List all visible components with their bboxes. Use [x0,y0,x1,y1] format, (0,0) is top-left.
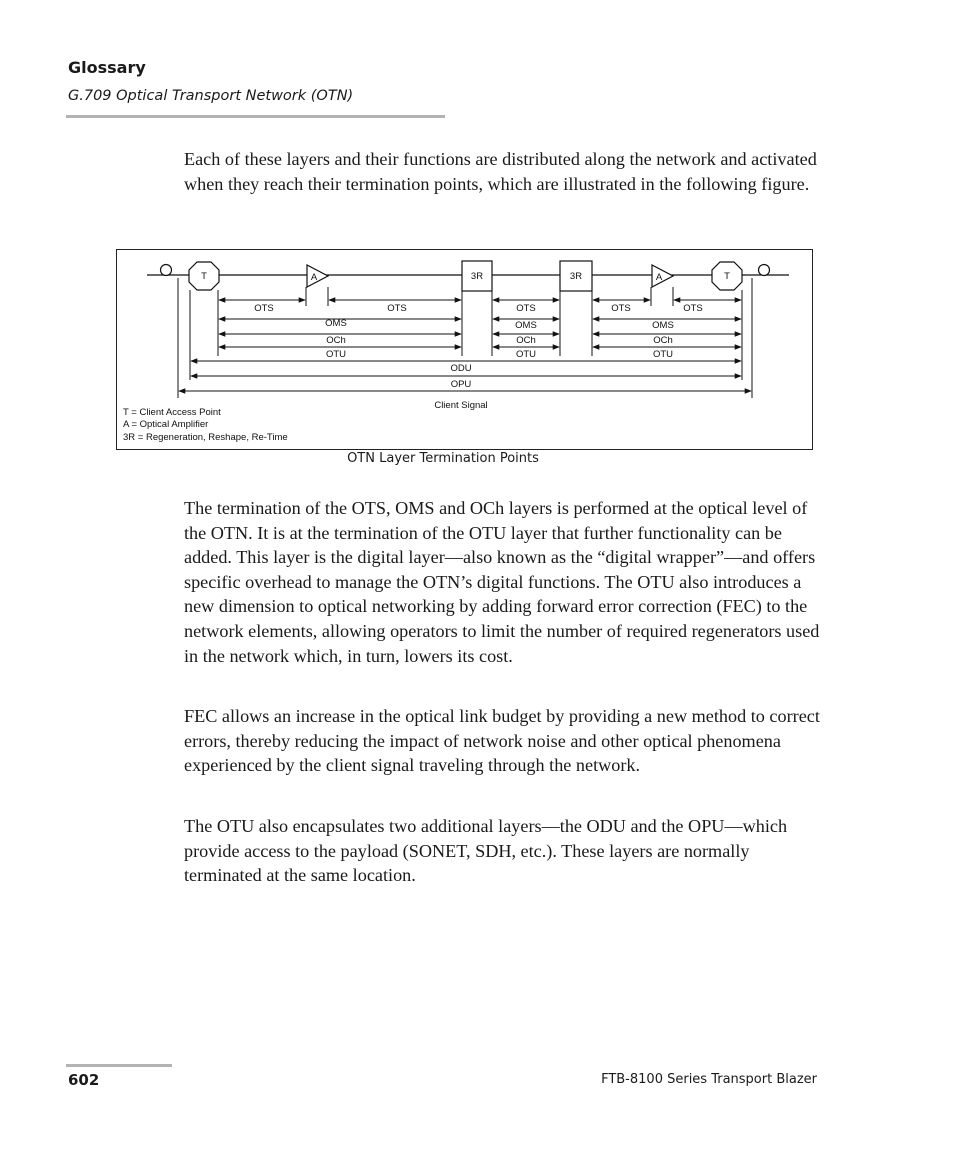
ots-label-5: OTS [683,303,703,314]
legend-item-amplifier: A = Optical Amplifier [123,419,209,430]
amplifier-left [307,265,328,287]
ots-labels [254,303,703,314]
otu-label-1: OTU [325,349,347,360]
och-label-3: OCh [653,335,673,346]
terminal-left-label: T [201,271,207,282]
section-title: Glossary [68,58,146,77]
page-number: 602 [68,1071,100,1089]
regenerator-right-label: 3R [569,271,583,282]
terminal-right-label: T [724,271,730,282]
ots-label-1: OTS [254,303,274,314]
opu-label: OPU [450,379,472,390]
ots-label-2: OTS [387,303,407,314]
odu-label: ODU [450,363,472,374]
client-port-left-icon [161,265,172,276]
amplifier-right [652,265,673,287]
paragraph-intro: Each of these layers and their functions are distributed along the network and activated when they reach their termination points, which are illustrated in the following figure. [184,149,817,194]
client-port-right-icon [759,265,770,276]
figure-legend [123,407,288,443]
footer-rule [66,1064,172,1067]
regenerator-left-label: 3R [470,271,484,282]
oms-labels [325,318,674,331]
legend-item-regenerator: 3R = Regeneration, Reshape, Re-Time [123,432,288,443]
otn-diagram [117,250,814,451]
paragraph-odu-opu: The OTU also encapsulates two additional layers—the ODU and the OPU—which provide access to the payload (SONET, SDH, etc.). These layers are normally terminated at the same location. [184,816,788,886]
och-labels [326,335,673,346]
regenerator-left [462,261,492,291]
ots-label-4: OTS [611,303,631,314]
figure-caption: OTN Layer Termination Points [347,451,539,466]
ots-label-3: OTS [516,303,536,314]
terminal-node-left [189,262,219,290]
och-label-1: OCh [326,335,346,346]
terminal-node-right [712,262,742,290]
oms-label-3: OMS [652,320,674,331]
otu-label-3: OTU [652,349,674,360]
legend-item-terminal: T = Client Access Point [123,407,221,418]
client-signal-label: Client Signal [434,400,488,411]
oms-label-2: OMS [515,320,537,331]
amplifier-left-label: A [310,272,318,283]
otu-labels [326,349,673,360]
header-rule [66,115,445,118]
subsection-title: G.709 Optical Transport Network (OTN) [68,88,354,104]
regenerator-right [560,261,592,291]
amplifier-right-label: A [655,272,663,283]
otn-termination-figure [116,249,813,450]
paragraph-fec: FEC allows an increase in the optical link budget by providing a new method to correct errors, thereby reducing the impact of network noise and other optical phenomena experienced by the client signal traveling through the network. [184,706,820,776]
paragraph-otu-termination: The termination of the OTS, OMS and OCh layers is performed at the optical level of the OTN. It is at the termination of the OTU layer that further functionality can be added. This layer is the digital layer—also known as the “digital wrapper”—and offers specific overhead to manage the OTN’s digital functions. The OTU also introduces a new dimension to optical networking by adding forward error correction (FEC) to the network elements, allowing operators to limit the number of required regenerators used in the network which, in turn, lowers its cost. [184,498,820,666]
otu-label-2: OTU [515,349,537,360]
product-name: FTB-8100 Series Transport Blazer [601,1072,817,1087]
oms-label-1: OMS [325,318,347,329]
och-label-2: OCh [516,335,536,346]
